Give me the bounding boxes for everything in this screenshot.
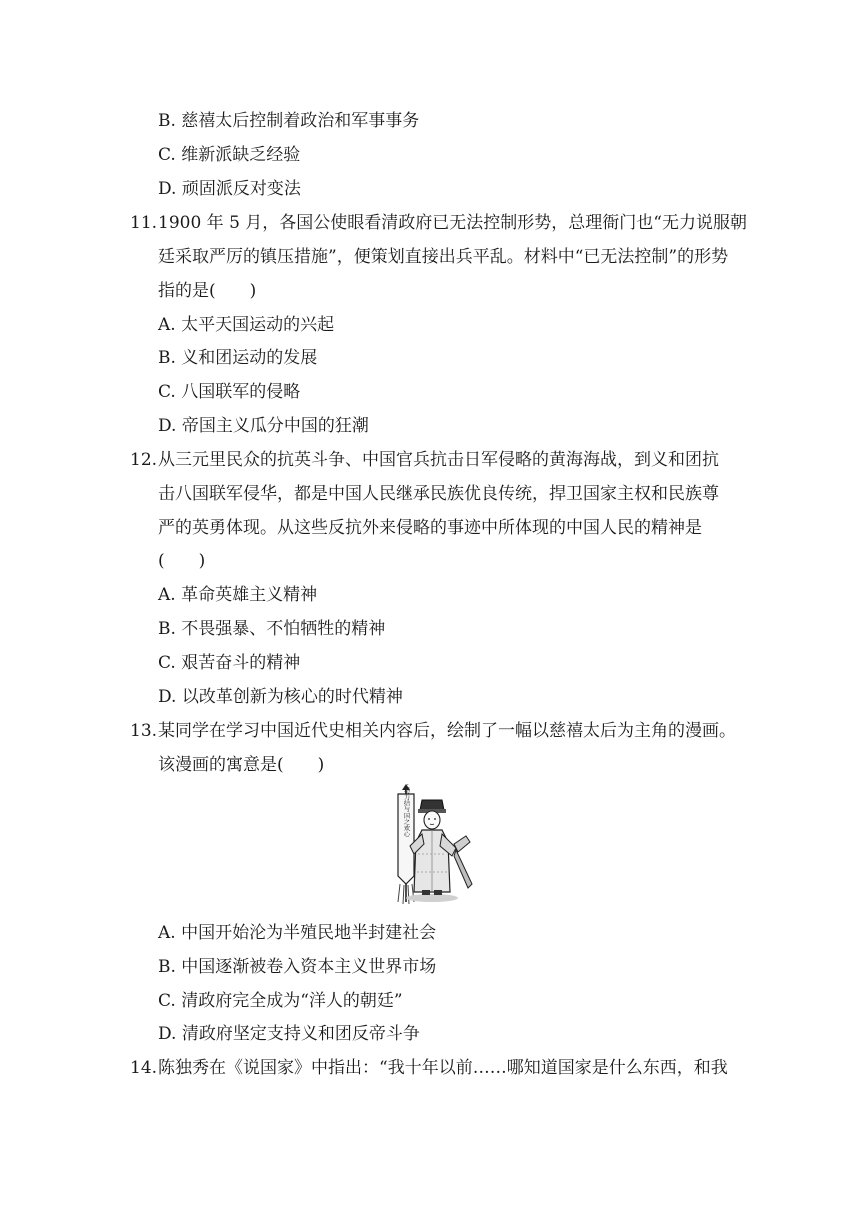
q12-number: 12. xyxy=(130,450,158,470)
q13-option-a: A. 中国开始沦为半殖民地半封建社会 xyxy=(158,923,437,943)
q11-line-3: 指的是( ) xyxy=(158,281,257,301)
cixi-cartoon xyxy=(384,784,476,908)
q11-option-a: A. 太平天国运动的兴起 xyxy=(158,315,335,335)
q13-option-d: D. 清政府坚定支持义和团反帝斗争 xyxy=(158,1024,420,1044)
banner-text: 量中华之物力结与国之欢心 xyxy=(402,784,410,838)
q13-option-c: C. 清政府完全成为“洋人的朝廷” xyxy=(158,991,403,1011)
q10-option-d: D. 顽固派反对变法 xyxy=(158,179,301,199)
q12-option-d: D. 以改革创新为核心的时代精神 xyxy=(158,687,403,707)
q12-option-b: B. 不畏强暴、不怕牺牲的精神 xyxy=(158,619,386,639)
q10-option-c: C. 维新派缺乏经验 xyxy=(158,145,301,165)
q11-line-1: 1900 年 5 月，各国公使眼看清政府已无法控制形势，总理衙门也“无力说服朝 xyxy=(158,213,747,233)
q10-option-b: B. 慈禧太后控制着政治和军事事务 xyxy=(158,111,420,131)
q13-line-2: 该漫画的寓意是( ) xyxy=(158,755,325,775)
q14-line-1: 陈独秀在《说国家》中指出：“我十年以前……哪知道国家是什么东西，和我 xyxy=(158,1058,728,1078)
q11-option-d: D. 帝国主义瓜分中国的狂潮 xyxy=(158,416,369,436)
q12-line-3: 严的英勇体现。从这些反抗外来侵略的事迹中所体现的中国人民的精神是 xyxy=(158,518,702,538)
q12-option-c: C. 艰苦奋斗的精神 xyxy=(158,653,301,673)
q12-option-a: A. 革命英雄主义精神 xyxy=(158,585,318,605)
q14-number: 14. xyxy=(130,1058,158,1078)
q12-line-4: ( ) xyxy=(158,551,206,571)
q12-line-1: 从三元里民众的抗英斗争、中国官兵抗击日军侵略的黄海海战，到义和团抗 xyxy=(158,450,719,470)
q13-line-1: 某同学在学习中国近代史相关内容后，绘制了一幅以慈禧太后为主角的漫画。 xyxy=(158,721,736,741)
q11-line-2: 廷采取严厉的镇压措施”，便策划直接出兵平乱。材料中“已无法控制”的形势 xyxy=(158,247,729,267)
q12-line-2: 击八国联军侵华，都是中国人民继承民族优良传统，捍卫国家主权和民族尊 xyxy=(158,484,719,504)
cixi-cartoon-drawing xyxy=(384,784,476,908)
q11-number: 11. xyxy=(130,213,158,233)
q13-option-b: B. 中国逐渐被卷入资本主义世界市场 xyxy=(158,957,437,977)
q11-option-c: C. 八国联军的侵略 xyxy=(158,382,301,402)
q11-option-b: B. 义和团运动的发展 xyxy=(158,348,318,368)
q13-number: 13. xyxy=(130,721,158,741)
